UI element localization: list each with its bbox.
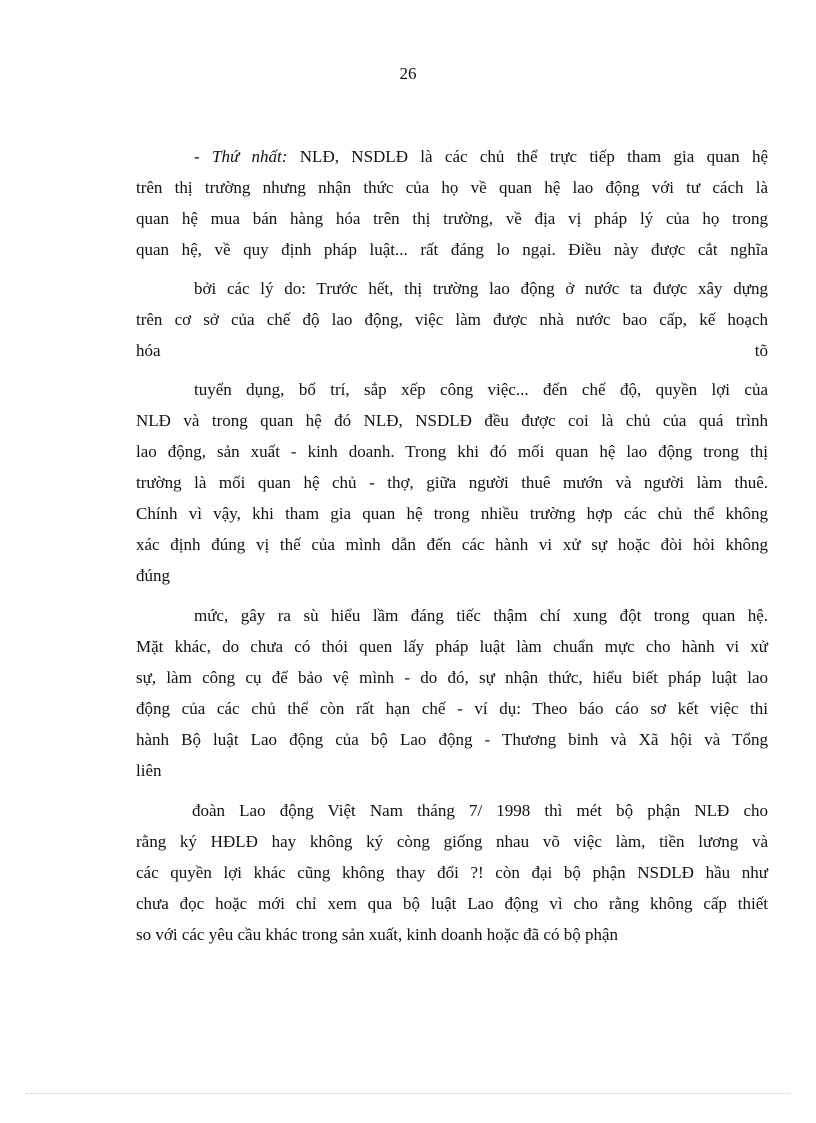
text-line: Mặt khác, do chưa có thói quen lấy pháp luật làm chuẩn mực cho hành vi xử — [136, 637, 768, 656]
text-line: các quyền lợi khác cũng không thay đổi ?! còn đại bộ phận NSDLĐ hầu như — [136, 863, 768, 882]
text-line — [136, 335, 768, 366]
text-run: hóa — [136, 341, 161, 360]
text-line: đúng — [136, 566, 170, 585]
text-line — [136, 141, 768, 172]
lead-term: Thứ nhất: — [212, 147, 288, 166]
text-line: sự, làm công cụ để bảo vệ mình - do đó, sự nhận thức, hiểu biết pháp luật lao — [136, 668, 768, 687]
text-run: NLĐ, NSDLĐ là các chủ thể trực tiếp tham gia quan hệ — [287, 147, 768, 166]
text-line: chưa đọc hoặc mới chỉ xem qua bộ luật Lao động vì cho rằng không cấp thiết — [136, 894, 768, 913]
page-number: 26 — [399, 64, 417, 83]
text-line: động của các chủ thể còn rất hạn chế - ví dụ: Theo báo cáo sơ kết việc thi — [136, 699, 768, 718]
text-line: Chính vì vậy, khi tham gia quan hệ trong nhiều trường hợp các chủ thể không — [136, 504, 768, 523]
text-line: rằng ký HĐLĐ hay không ký còng giống nhau võ việc làm, tiền lương và — [136, 832, 768, 851]
text-line: liên — [136, 761, 162, 780]
text-line: tuyển dụng, bố trí, sắp xếp công việc... đến chế độ, quyền lợi của — [194, 380, 768, 399]
paragraph-5 — [136, 795, 768, 950]
paragraph-1 — [136, 141, 768, 265]
text-line: đoàn Lao động Việt Nam tháng 7/ 1998 thì mét bộ phận NLĐ cho — [192, 801, 768, 820]
text-line: so với các yêu cầu khác trong sản xuất, kinh doanh hoặc đã có bộ phận — [136, 925, 619, 944]
paragraph-3 — [136, 374, 768, 591]
text-run: tõ — [754, 341, 768, 360]
text-line: trường là mối quan hệ chủ - thợ, giữa người thuê mướn và người làm thuê. — [136, 473, 768, 492]
text-line: trên thị trường nhưng nhận thức của họ về quan hệ lao động với tư cách là — [136, 178, 768, 197]
text-line: mức, gây ra sù hiểu lầm đáng tiếc thậm chí xung đột trong quan hệ. — [194, 606, 768, 625]
paragraph-4 — [136, 600, 768, 786]
text-line: quan hệ, về quy định pháp luật... rất đáng lo ngại. Điều này được cắt nghĩa — [136, 240, 768, 259]
list-dash: - — [194, 147, 212, 166]
text-line: trên cơ sở của chế độ lao động, việc làm được nhà nước bao cấp, kế hoạch — [136, 310, 768, 329]
text-line: lao động, sản xuất - kinh doanh. Trong khi đó mối quan hệ lao động trong thị — [136, 442, 768, 461]
text-line: quan hệ mua bán hàng hóa trên thị trường, về địa vị pháp lý của họ trong — [136, 209, 768, 228]
paragraph-2 — [136, 273, 768, 366]
text-line: NLĐ và trong quan hệ đó NLĐ, NSDLĐ đều được coi là chủ của quá trình — [136, 411, 768, 430]
text-line: xác định đúng vị thế của mình dẫn đến các hành vi xử sự hoặc đòi hỏi không — [136, 535, 768, 554]
text-line: bởi các lý do: Trước hết, thị trường lao động ở nước ta được xây dựng — [194, 279, 768, 298]
text-line: hành Bộ luật Lao động của bộ Lao động - Thương binh và Xã hội và Tổng — [136, 730, 768, 749]
footer-divider — [26, 1093, 790, 1094]
